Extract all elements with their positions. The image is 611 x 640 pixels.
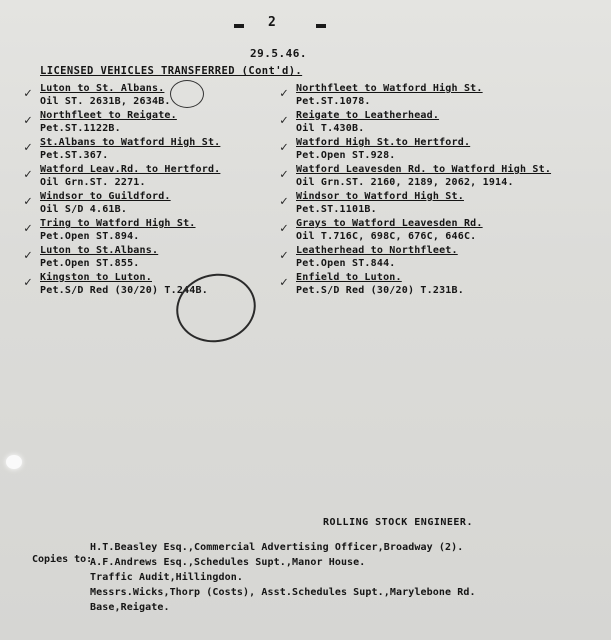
vehicle-detail: Pet.S/D Red (30/20) T.244B. [40,285,208,296]
route-text: Watford High St.to Hertford. [296,137,471,148]
check-icon: ✓ [280,113,288,128]
route-text: Luton to St. Albans. [40,83,165,94]
list-item [24,217,324,243]
left-column [24,82,324,298]
list-item [280,244,600,270]
list-item [280,82,600,108]
check-icon: ✓ [24,140,32,155]
dash-mark [316,24,326,28]
list-item [24,244,324,270]
dash-mark [234,24,244,28]
check-icon: ✓ [280,194,288,209]
check-icon: ✓ [24,194,32,209]
list-item [24,271,324,297]
vehicle-detail: Oil Grn.ST. 2271. [40,177,146,188]
check-icon: ✓ [24,167,32,182]
route-text: Grays to Watford Leavesden Rd. [296,218,483,229]
list-item [280,271,600,297]
copy-recipient: Traffic Audit,Hillingdon. [90,572,244,583]
check-icon: ✓ [24,248,32,263]
vehicle-detail: Oil ST. 2631B, 2634B. [40,96,171,107]
check-icon: ✓ [24,86,32,101]
check-icon: ✓ [280,221,288,236]
check-icon: ✓ [280,275,288,290]
route-text: Enfield to Luton. [296,272,402,283]
check-icon: ✓ [280,248,288,263]
check-icon: ✓ [280,140,288,155]
list-item [280,109,600,135]
vehicle-detail: Oil Grn.ST. 2160, 2189, 2062, 1914. [296,177,514,188]
list-item [280,217,600,243]
list-item [280,190,600,216]
route-text: Northfleet to Watford High St. [296,83,483,94]
copy-recipient: Messrs.Wicks,Thorp (Costs), Asst.Schedules Supt.,Marylebone Rd. [90,587,476,598]
check-icon: ✓ [24,275,32,290]
vehicle-detail: Pet.S/D Red (30/20) T.231B. [296,285,464,296]
copy-recipient: Base,Reigate. [90,602,170,613]
vehicle-detail: Pet.Open ST.928. [296,150,396,161]
route-text: Watford Leavesden Rd. to Watford High St. [296,164,552,175]
vehicle-detail: Pet.Open ST.844. [296,258,396,269]
route-text: St.Albans to Watford High St. [40,137,221,148]
copy-recipient: H.T.Beasley Esq.,Commercial Advertising Officer,Broadway (2). [90,542,464,553]
route-text: Leatherhead to Northfleet. [296,245,458,256]
list-item [280,163,600,189]
document-date: 29.5.46. [250,47,307,60]
check-icon: ✓ [24,221,32,236]
vehicle-detail: Pet.ST.367. [40,150,109,161]
vehicle-detail: Pet.Open ST.855. [40,258,140,269]
route-text: Luton to St.Albans. [40,245,159,256]
list-item [24,190,324,216]
copies-label: Copies to: [32,554,93,565]
route-text: Reigate to Leatherhead. [296,110,440,121]
route-text: Tring to Watford High St. [40,218,196,229]
page-number: 2 [268,15,276,30]
route-text: Windsor to Guildford. [40,191,171,202]
pen-circle-mark [170,80,204,108]
vehicle-detail: Pet.ST.1122B. [40,123,121,134]
section-heading: LICENSED VEHICLES TRANSFERRED (Cont'd). [40,65,303,77]
route-text: Windsor to Watford High St. [296,191,464,202]
copies-list [90,540,605,615]
list-item [24,163,324,189]
right-column [280,82,600,298]
paper-damage-spot [6,455,22,469]
route-text: Watford Leav.Rd. to Hertford. [40,164,221,175]
route-text: Northfleet to Reigate. [40,110,177,121]
signature-title: ROLLING STOCK ENGINEER. [323,517,473,528]
vehicle-detail: Oil T.430B. [296,123,365,134]
vehicle-detail: Pet.ST.1078. [296,96,371,107]
vehicle-detail: Oil T.716C, 698C, 676C, 646C. [296,231,477,242]
list-item [24,136,324,162]
list-item [280,136,600,162]
check-icon: ✓ [280,167,288,182]
vehicle-detail: Oil S/D 4.61B. [40,204,128,215]
copy-recipient: A.F.Andrews Esq.,Schedules Supt.,Manor House. [90,557,366,568]
check-icon: ✓ [24,113,32,128]
vehicle-detail: Pet.Open ST.894. [40,231,140,242]
check-icon: ✓ [280,86,288,101]
route-text: Kingston to Luton. [40,272,152,283]
list-item [24,109,324,135]
vehicle-detail: Pet.ST.1101B. [296,204,377,215]
